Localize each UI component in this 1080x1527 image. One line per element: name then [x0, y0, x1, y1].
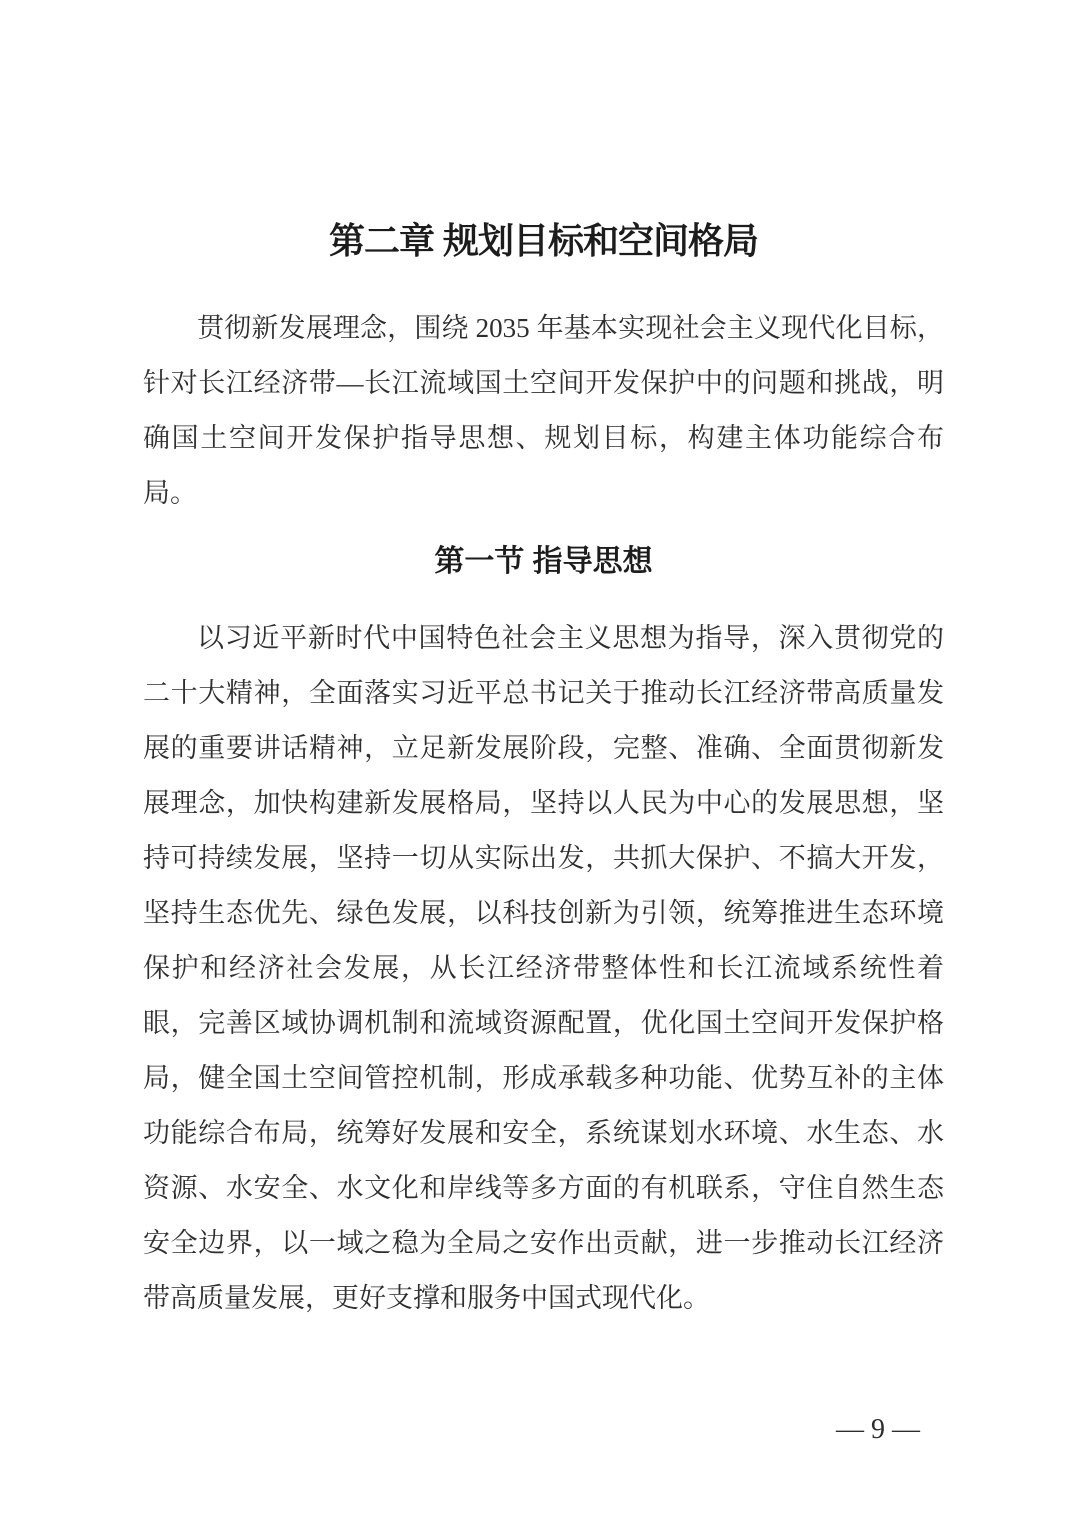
chapter-title: 第二章 规划目标和空间格局 [328, 220, 758, 261]
page-number: — 9 — [836, 1414, 920, 1446]
section-title: 第一节 指导思想 [434, 545, 653, 579]
intro-paragraph: 贯彻新发展理念，围绕 2035 年基本实现社会主义现代化目标，针对长江经济带—长江流域国土空间开发保护中的问题和挑战，明确国土空间开发保护指导思想、规划目标，构建主体功能综合布局。 [143, 313, 944, 509]
section-paragraph: 以习近平新时代中国特色社会主义思想为指导，深入贯彻党的二十大精神，全面落实习近平总书记关于推动长江经济带高质量发展的重要讲话精神，立足新发展阶段，完整、准确、全面贯彻新发展理念，加快构建新发展格局，坚持以人民为中心的发展思想，坚持可持续发展，坚持一切从实际出发，共抓大保护、不搞大开发，坚持生态优先、绿色发展，以科技创新为引领，统筹推进生态环境保护和经济社会发展，从长江经济带整体性和长江流域系统性着眼，完善区域协调机制和流域资源配置，优化国土空间开发保护格局，健全国土空间管控机制，形成承载多种功能、优势互补的主体功能综合布局，统筹好发展和安全，系统谋划水环境、水生态、水资源、水安全、水文化和岸线等多方面的有机联系，守住自然生态安全边界，以一域之稳为全局之安作出贡献，进一步推动长江经济带高质量发展，更好支撑和服务中国式现代化。 [143, 623, 944, 1314]
